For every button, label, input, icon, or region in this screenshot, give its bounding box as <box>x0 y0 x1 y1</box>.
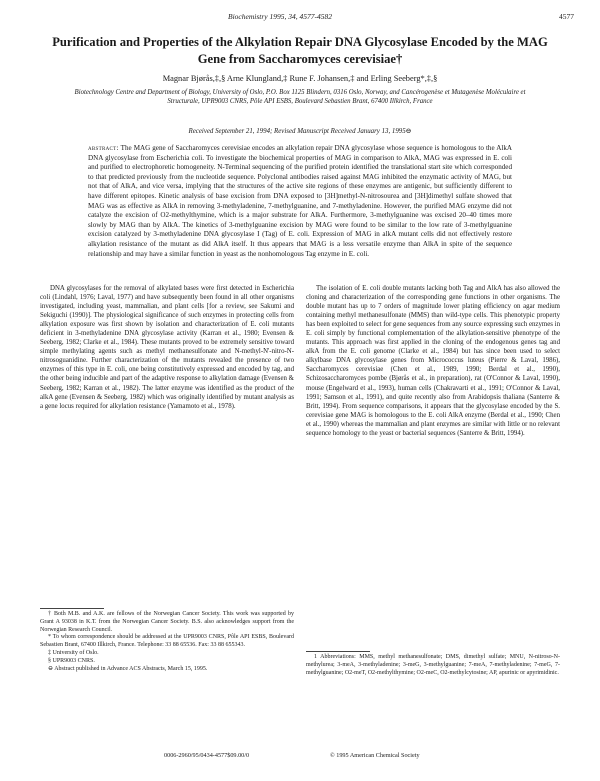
affiliations: Biotechnology Centre and Department of Biology, University of Oslo, P.O. Box 1125 Blindern, 0316 Oslo, Norway, and Cancérogenèse et Mutagenèse Moléculaire et Structurale, UPR9003 CNRS, Pôle API ESBS, Boulevard Sebastien Brant, 67400 Illkirch, France <box>74 89 526 106</box>
body-paragraph: The isolation of E. coli double mutants lacking both Tag and AlkA has also allowed the cloning and characterization of the corresponding gene functions in other organisms. The double mutant has up to 7 orders of magnitude lower plating efficiency on agar medium containing methyl methanesulfonate (MMS) than wild-type cells. This phenotypic property has been exploited to select for gene sequences from any source expressing such enzymes in E. coli simply by functional complementation of the alkylation-sensitive phenotype of the mutants. This approach was first applied in the cloning of the endogenous genes tag and alkA from the E. coli genome (Clarke et al., 1984) but has since been used to select alkylbase DNA glycosylase genes from Micrococcus luteus (Pierre & Laval, 1986), Saccharomyces cerevisiae (Chen et al., 1989, 1990; Berdal et al., 1990), Schizosaccharomyces pombe (Bjørås et al., in preparation), rat (O'Connor & Laval, 1990), mouse (Engelward et al., 1993), human cells (Chakravarti et al., 1991; O'Connor & Laval, 1991; Samson et al., 1991), and quite recently also from Arabidopsis thaliana (Santerre & Britt, 1994). From sequence comparisons, it appears that the glycosylase encoded by the S. cerevisiae gene MAG is homologous to the E. coli AlkA enzyme (Berdal et al., 1990; Chen et al., 1990) whereas the mammalian and plant enzymes are similar with little or no relevant sequence homology to the yeast or bacterial sequences (Santerre & Britt, 1994). <box>306 285 560 437</box>
body-column-left <box>40 284 294 411</box>
article-title: Purification and Properties of the Alkylation Repair DNA Glycosylase Encoded by the MAG Gene from Saccharomyces cerevisiae† <box>52 35 548 66</box>
footnotes-right <box>306 654 560 677</box>
footnotes-left <box>40 611 294 673</box>
body-column-right <box>306 284 560 438</box>
footnote: * To whom correspondence should be addressed at the UPR9003 CNRS, Pôle API ESBS, Boulevard Sebastien Brant, 67400 Illkirch, France. Telephone: 33 88 65536. Fax: 33 88 655343. <box>40 634 294 649</box>
footnote: ⊖ Abstract published in Advance ACS Abstracts, March 15, 1995. <box>48 665 208 672</box>
copyright: © 1995 American Chemical Society <box>330 752 420 759</box>
abstract-label: abstract: <box>88 144 119 152</box>
abstract-text: The MAG gene of Saccharomyces cerevisiae encodes an alkylation repair DNA glycosylase whose sequence is homologous to the AlkA DNA glycosylase from Escherichia coli. To investigate the biochemical properties of MAG in comparison to AlkA, MAG was expressed in E. coli and purified to electrophoretic homogeneity. N-Terminal sequencing of the purified protein identified the translational start site which corresponded to that predicted previously from the nucleotide sequence. Polyclonal antibodies raised against MAG inhibited the enzymatic activity of MAG, but not that of AlkA, and vice versa, implying that the structures of the active site regions of these enzymes are antigenic, but sufficiently different to have different epitopes. Kinetic analysis of base excision from DNA exposed to [3H]methyl-N-nitrosourea and [3H]dimethyl sulfate showed that MAG was as effective as AlkA in removing 3-methyladenine, 7-methylguanine, and 7-methyladenine. However, the purified MAG enzyme did not catalyze the excision of O2-methylthymine, which is a major substrate for AlkA. Furthermore, 3-methylguanine was excised 20–40 times more slowly by MAG than by AlkA. The kinetics of 3-methylguanine excision by MAG were found to be similar to the low rate of 3-methylguanine excision catalyzed by 3-methyladenine DNA glycosylase I (Tag) of E. coli. Expression of MAG in alkA mutant cells did not effectively restore alkylation resistance of the mutant as did AlkA itself. It thus appears that MAG is a less versatile enzyme than AlkA in spite of the sequence relationship and may have a similar function in yeast as the nonhomologous Tag enzyme in E. coli. <box>88 144 512 258</box>
page-number: 4577 <box>559 12 574 21</box>
footnote-abbreviations: 1 Abbreviations: MMS, methyl methanesulfonate; DMS, dimethyl sulfate; MNU, N-nitroso-N-methylurea; 3-meA, 3-methyladenine; 3-meG, 3-methylguanine; 7-meA, 7-methyladenine; 7-meG, 7-methylguanine; O2-meT, O2-methylthymine; O2-meC, O2-methylcytosine; AP, apurinic or apyrimidinic. <box>306 654 560 676</box>
abstract <box>88 144 512 259</box>
footnote: § UPR9003 CNRS. <box>48 657 95 664</box>
received-dates: Received September 21, 1994; Revised Manuscript Received January 13, 1995⊖ <box>188 128 412 135</box>
footnote-divider <box>40 608 104 609</box>
author-list: Magnar Bjørås,‡,§ Arne Klungland,‡ Rune F. Johansen,‡ and Erling Seeberg*,‡,§ <box>162 74 438 83</box>
footnote-divider <box>306 651 370 652</box>
footnote: ‡ University of Oslo. <box>48 649 99 656</box>
journal-citation: Biochemistry 1995, 34, 4577-4582 <box>228 12 332 21</box>
body-paragraph: DNA glycosylases for the removal of alkylated bases were first detected in Escherichia coli (Lindahl, 1976; Laval, 1977) and have subsequently been found in all other organisms investigated, including yeast, mammalian, and plant cells [for a review, see Sakumi and Sekiguchi (1990)]. The physiological significance of such enzymes in protecting cells from alkylation exposure was first shown by isolation and characterization of E. coli mutants deficient in 3-methyladenine DNA glycosylase activity (Karran et al., 1980; Evensen & Seeberg, 1982; Clarke et al., 1984). These mutants proved to be extremely sensitive toward simple methylating agents such as methyl methanesulfonate and N-methyl-N'-nitro-N-nitrosoguanidine. Further characterization of the mutants revealed the presence of two enzymes of this type in E. coli, one being constitutively expressed and encoded by tag, and the other being inducible and part of the adaptive response to alkylation damage (Evensen & Seeberg, 1982; Karran et al., 1982). The latter enzyme was identified as the product of the alkA gene (Evensen & Seeberg, 1982) which was originally identified by mutant analysis as a gene locus required for alkylation resistance (Yamamoto et al., 1978). <box>40 285 294 410</box>
issn-code: 0006-2960/95/0434-4577$09.00/0 <box>164 752 250 759</box>
footnote: † Both M.B. and A.K. are fellows of the Norwegian Cancer Society. This work was supported by Grant A 93038 in K.T. from the Norwegian Cancer Society. B.S. also acknowledges support from the Norwegian Research Council. <box>40 611 294 633</box>
